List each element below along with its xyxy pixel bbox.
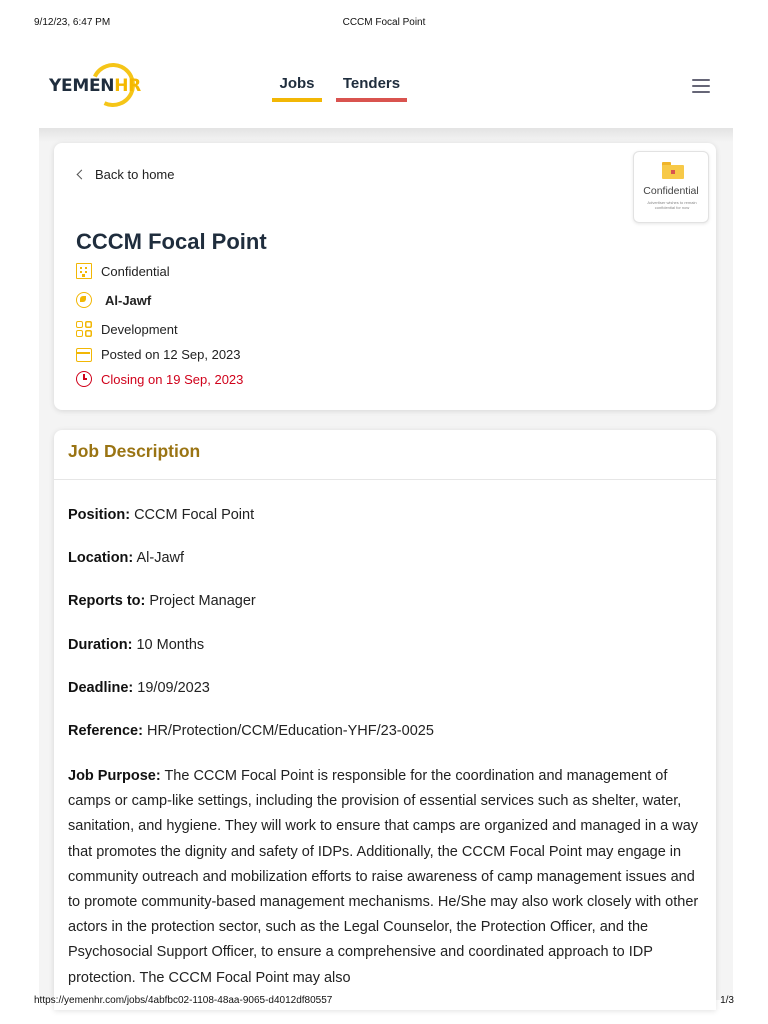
print-datetime: 9/12/23, 6:47 PM <box>34 17 111 28</box>
job-summary-card <box>54 143 716 410</box>
back-to-home-link[interactable] <box>78 167 175 182</box>
print-page-number: 1/3 <box>720 995 734 1006</box>
description-header <box>54 430 716 480</box>
field-location: Location: Al-Jawf <box>68 550 185 566</box>
job-purpose-text: The CCCM Focal Point is responsible for the coordination and management of camps or camp-like settings, including the provision of essential services such as shelter, water, sanitation, and hygiene. They will work to ensure that camps are organized and managed in a way that promotes the dignity and safety of IDPs. Additionally, the CCCM Focal Point may engage in community outreach and mobilization efforts to raise awareness of camp management issues and to promote community-based management mechanisms. He/She may also work closely with other actors in the protection sector, such as the Legal Counselor, the Protection Officer, and the Psychosocial Support Officer, to ensure a comprehensive and coordinated approach to IDP protection. The CCCM Focal Point may also <box>68 768 699 986</box>
calendar-icon <box>76 348 92 362</box>
confidential-company-badge <box>633 151 709 223</box>
category-name: Development <box>101 322 178 337</box>
job-title: CCCM Focal Point <box>76 229 267 254</box>
posted-date: Posted on 12 Sep, 2023 <box>101 347 241 362</box>
field-duration: Duration: 10 Months <box>68 637 205 653</box>
back-label: Back to home <box>95 167 175 182</box>
chevron-left-icon <box>77 170 87 180</box>
company-name: Confidential <box>101 264 170 279</box>
job-description-card <box>54 430 716 1010</box>
field-position: Position: CCCM Focal Point <box>68 507 255 523</box>
job-purpose-paragraph <box>68 764 704 991</box>
job-purpose-label: Job Purpose: <box>68 768 161 784</box>
print-title: CCCM Focal Point <box>342 17 426 28</box>
closing-date: Closing on 19 Sep, 2023 <box>101 372 244 387</box>
globe-icon <box>76 292 92 308</box>
hamburger-icon[interactable] <box>692 79 710 93</box>
location-name[interactable]: Al-Jawf <box>105 293 152 308</box>
logo-text: YEMENHR <box>49 76 141 96</box>
print-url: https://yemenhr.com/jobs/4abfbc02-1108-48aa-9065-d4012df80557 <box>34 995 333 1006</box>
nav-jobs-link[interactable]: Jobs <box>272 75 322 102</box>
top-navbar <box>0 55 768 115</box>
print-footer <box>0 995 768 1009</box>
nav-tenders-link[interactable]: Tenders <box>336 75 407 102</box>
building-icon <box>76 263 92 279</box>
clock-icon <box>76 371 92 387</box>
field-deadline: Deadline: 19/09/2023 <box>68 680 210 696</box>
badge-subtext: Advertiser wishes to remain confidential for now <box>647 200 697 210</box>
field-reference: Reference: HR/Protection/CCM/Education-YHF/23-0025 <box>68 723 434 739</box>
print-header <box>0 17 768 31</box>
badge-label: Confidential <box>643 185 699 197</box>
folder-lock-icon <box>662 162 684 179</box>
category-grid-icon <box>76 321 92 337</box>
field-reports-to: Reports to: Project Manager <box>68 593 256 609</box>
description-heading: Job Description <box>68 441 201 461</box>
yemenhr-logo[interactable] <box>48 63 168 109</box>
